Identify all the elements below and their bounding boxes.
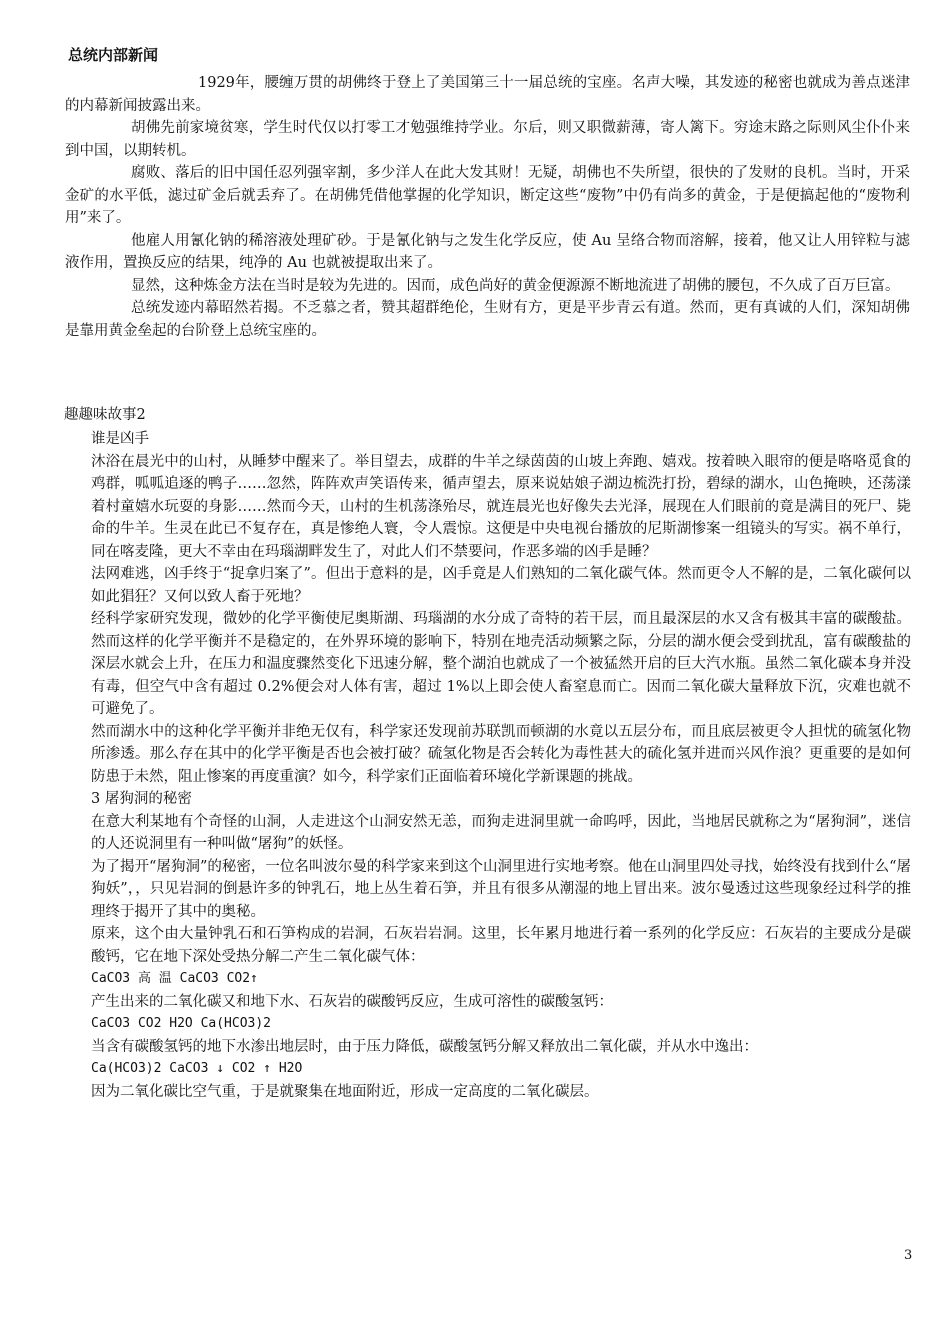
paragraph: 为了揭开“屠狗洞”的秘密，一位名叫波尔曼的科学家来到这个山洞里进行实地考察。他在山洞里四处寻找，始终没有找到什么“屠狗妖”，，只见岩洞的倒悬许多的钟乳石，地上丛生着石笋，并且有很多从潮湿的地上冒出来。波尔曼透过这些现象经过科学的推理终于揭开了其中的奥秘。: [91, 858, 911, 920]
paragraph: 法网难逃，凶手终于“捉拿归案了”。但出于意料的是，凶手竟是人们熟知的二氧化碳气体。然而更令人不解的是，二氧化碳何以如此猖狂？又何以致人畜于死地？: [91, 566, 911, 605]
paragraph: 经科学家研究发现，微妙的化学平衡使尼奥斯湖、玛瑙湖的水分成了奇特的若干层，而且最深层的水又含有极其丰富的碳酸盐。然而这样的化学平衡并不是稳定的，在外界环境的影响下，特别在地壳活动频繁之际，分层的湖水便会受到扰乱，富有碳酸盐的深层水就会上升，在压力和温度骤然变化下迅速分解，整个湖泊也就成了一个被猛然开启的巨大汽水瓶。虽然二氧化碳本身并没有毒，但空气中含有超过 0.2%便会对人体有害，超过 1%以上即会使人畜窒息而亡。因而二氧化碳大量释放下沉，灾难也就不可避免了。: [91, 611, 911, 717]
paragraph: 他雇人用氰化钠的稀溶液处理矿砂。于是氰化钠与之发生化学反应，使 Au 呈络合物而溶解，接着，他又让人用锌粒与滤液作用，置换反应的结果，纯净的 Au 也就被提取出来了。: [65, 232, 910, 271]
story-body: [91, 428, 911, 1103]
subheading: 3 屠狗洞的秘密: [91, 791, 192, 807]
paragraph: 1929年，腰缠万贯的胡佛终于登上了美国第三十一届总统的宝座。名声大噪，其发迹的秘密也就成为善点迷津的内幕新闻披露出来。: [65, 75, 910, 114]
paragraph: 腐败、落后的旧中国任忍列强宰割，多少洋人在此大发其财！无疑，胡佛也不失所望，很快的了发财的良机。当时，开采金矿的水平低，滤过矿金后就丢弃了。在胡佛凭借他掌握的化学知识，断定这些“废物”中仍有尚多的黄金，于是便搞起他的“废物利用”来了。: [65, 165, 910, 226]
equation: CaCO3 高 温 CaCO3 CO2↑: [91, 971, 258, 986]
paragraph: 显然，这种炼金方法在当时是较为先进的。因而，成色尚好的黄金便源源不断地流进了胡佛的腰包，不久成了百万巨富。: [131, 277, 900, 294]
paragraph: 因为二氧化碳比空气重，于是就聚集在地面附近，形成一定高度的二氧化碳层。: [91, 1083, 599, 1100]
paragraph: 胡佛先前家境贫寒，学生时代仅以打零工才勉强维持学业。尔后，则又职微薪薄，寄人篱下。穷途末路之际则风尘仆仆来到中国，以期转机。: [65, 120, 910, 159]
equation: CaCO3 CO2 H2O Ca(HCO3)2: [91, 1016, 272, 1031]
subheading: 谁是凶手: [91, 431, 149, 447]
paragraph: 产生出来的二氧化碳又和地下水、石灰岩的碳酸钙反应，生成可溶性的碳酸氢钙：: [91, 993, 613, 1010]
paragraph: 原来，这个由大量钟乳石和石笋构成的岩洞，石灰岩岩洞。这里，长年累月地进行着一系列的化学反应：石灰岩的主要成分是碳酸钙，它在地下深处受热分解二产生二氧化碳气体：: [91, 926, 911, 965]
story-heading: 趣趣味故事2: [64, 407, 146, 423]
paragraph: 在意大利某地有个奇怪的山洞，人走进这个山洞安然无恙，而狗走进洞里就一命呜呼，因此，当地居民就称之为“屠狗洞”，迷信的人还说洞里有一种叫做“屠狗”的妖怪。: [91, 813, 911, 852]
page-number: 3: [904, 1248, 913, 1263]
paragraph: 当含有碳酸氢钙的地下水渗出地层时，由于压力降低，碳酸氢钙分解又释放出二氧化碳，并从水中逸出：: [91, 1038, 758, 1055]
paragraph: 总统发迹内幕昭然若揭。不乏慕之者，赞其超群绝伦，生财有方，更是平步青云有道。然而，更有真诚的人们，深知胡佛是靠用黄金垒起的台阶登上总统宝座的。: [65, 300, 910, 339]
paragraph: 沐浴在晨光中的山村，从睡梦中醒来了。举目望去，成群的牛羊之绿茵茵的山坡上奔跑、嬉戏。按着映入眼帘的便是咯咯觅食的鸡群，呱呱追逐的鸭子……忽然，阵阵欢声笑语传来，循声望去，原来说姑娘子湖边梳洗打扮，碧绿的湖水，山色掩映，还荡漾着村童嬉水玩耍的身影……然而今天，山村的生机荡涤殆尽，就连晨光也好像失去光泽，展现在人们眼前的竟是满目的死尸、毙命的牛羊。生灵在此已不复存在，真是惨绝人寰，令人震惊。这便是中央电视台播放的尼斯湖惨案一组镜头的写实。祸不单行，同在喀麦隆，更大不幸由在玛瑙湖畔发生了，对此人们不禁要问，作恶多端的凶手是睡？: [91, 453, 911, 560]
article-body: [65, 72, 910, 342]
equation: Ca(HCO3)2 CaCO3 ↓ CO2 ↑ H2O: [91, 1061, 303, 1076]
paragraph: 然而湖水中的这种化学平衡并非绝无仅有，科学家还发现前苏联凯而顿湖的水竟以五层分布，而且底层被更令人担忧的硫氢化物所渗透。那么存在其中的化学平衡是否也会被打破？硫氢化物是否会转化为毒性甚大的硫化氢并进而兴风作浪？更重要的是如何防患于未然，阻止惨案的再度重演？如今，科学家们正面临着环境化学新课题的挑战。: [91, 723, 911, 785]
article-title: 总统内部新闻: [68, 46, 159, 64]
